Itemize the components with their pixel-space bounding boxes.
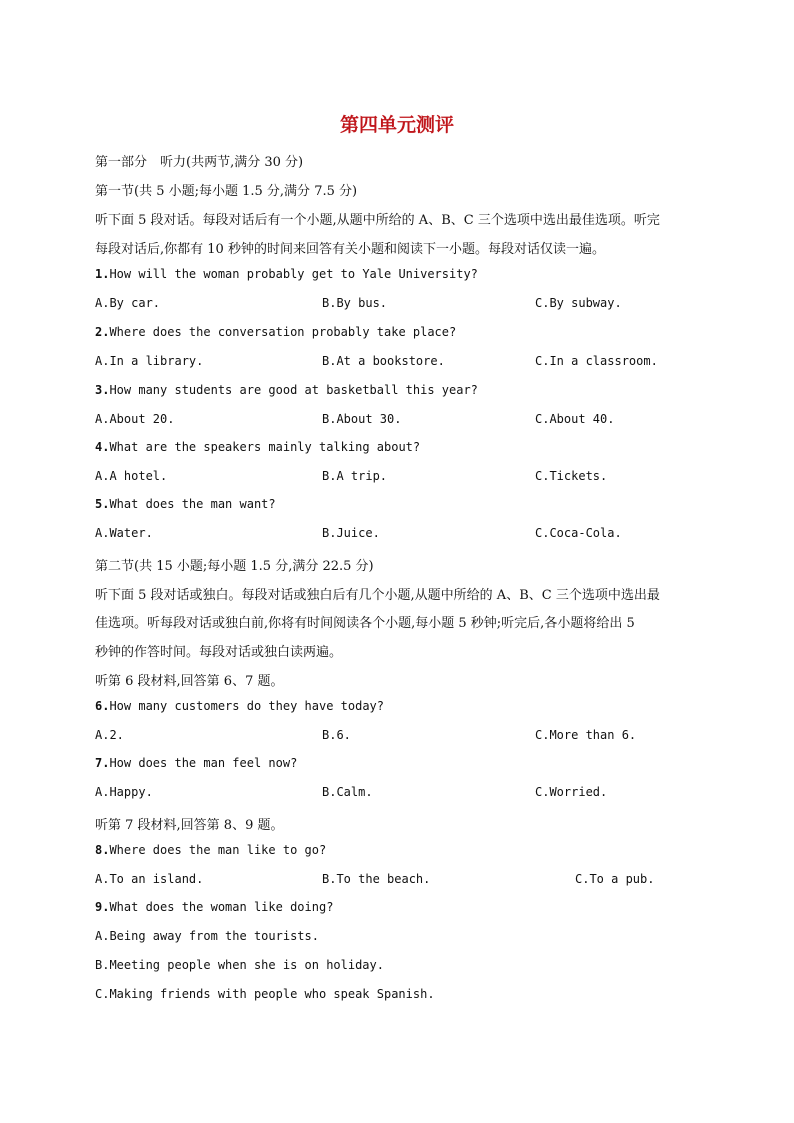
material-heading: 听第 7 段材料,回答第 8、9 题。	[95, 818, 284, 833]
question-text: Where does the conversation probably take place?	[109, 325, 457, 339]
question-text: Where does the man like to go?	[109, 843, 327, 857]
material-heading: 听第 6 段材料,回答第 6、7 题。	[95, 674, 284, 689]
question-text: What does the man want?	[109, 497, 276, 511]
question-number: 3.	[95, 383, 110, 397]
option-b: B.Calm.	[322, 785, 373, 799]
option-b: B.Meeting people when she is on holiday.	[95, 958, 384, 972]
option-a: A.Being away from the tourists.	[95, 929, 319, 943]
question-number: 2.	[95, 325, 110, 339]
option-a: A.About 20.	[95, 412, 175, 426]
option-c: C.Making friends with people who speak Spanish.	[95, 987, 435, 1001]
page-title: 第四单元测评	[339, 114, 454, 136]
section-heading: 第一节(共 5 小题;每小题 1.5 分,满分 7.5 分)	[95, 184, 358, 199]
option-b: B.At a bookstore.	[322, 354, 445, 368]
option-c: C.Coca-Cola.	[535, 526, 622, 540]
option-c: C.To a pub.	[575, 872, 655, 886]
question	[95, 843, 326, 857]
option-b: B.Juice.	[322, 526, 380, 540]
question	[95, 900, 333, 914]
section-heading: 第二节(共 15 小题;每小题 1.5 分,满分 22.5 分)	[95, 559, 374, 574]
question-number: 1.	[95, 267, 110, 281]
question	[95, 325, 456, 339]
option-c: C.More than 6.	[535, 728, 637, 742]
question	[95, 497, 276, 511]
question	[95, 699, 384, 713]
question-number: 9.	[95, 900, 110, 914]
option-b: B.6.	[322, 728, 351, 742]
instructions-line: 听下面 5 段对话。每段对话后有一个小题,从题中所给的 A、B、C 三个选项中选出最佳选项。听完	[95, 213, 660, 228]
part-heading: 第一部分 听力(共两节,满分 30 分)	[95, 155, 304, 170]
question-number: 8.	[95, 843, 110, 857]
question-number: 6.	[95, 699, 110, 713]
question-number: 7.	[95, 756, 110, 770]
instructions-line: 每段对话后,你都有 10 秒钟的时间来回答有关小题和阅读下一小题。每段对话仅读一遍。	[95, 242, 605, 257]
question	[95, 383, 478, 397]
option-a: A.2.	[95, 728, 124, 742]
option-c: C.By subway.	[535, 296, 622, 310]
question-text: How many customers do they have today?	[109, 699, 384, 713]
question-text: What does the woman like doing?	[109, 900, 334, 914]
option-a: A.A hotel.	[95, 469, 168, 483]
option-b: B.About 30.	[322, 412, 402, 426]
option-a: A.Happy.	[95, 785, 153, 799]
question	[95, 267, 478, 281]
question-text: How does the man feel now?	[109, 756, 298, 770]
option-a: A.By car.	[95, 296, 161, 310]
question	[95, 440, 420, 454]
option-a: A.To an island.	[95, 872, 204, 886]
instructions-line: 佳选项。听每段对话或独白前,你将有时间阅读各个小题,每小题 5 秒钟;听完后,各小题将给出 5	[95, 616, 635, 631]
question-number: 4.	[95, 440, 110, 454]
question-text: How many students are good at basketball this year?	[109, 383, 478, 397]
instructions-line: 秒钟的作答时间。每段对话或独白读两遍。	[95, 645, 343, 660]
instructions-line: 听下面 5 段对话或独白。每段对话或独白后有几个小题,从题中所给的 A、B、C 三个选项中选出最	[95, 588, 660, 603]
option-a: A.In a library.	[95, 354, 204, 368]
question-number: 5.	[95, 497, 110, 511]
option-c: C.About 40.	[535, 412, 615, 426]
option-b: B.By bus.	[322, 296, 388, 310]
option-c: C.Worried.	[535, 785, 608, 799]
question-text: What are the speakers mainly talking about?	[109, 440, 421, 454]
option-c: C.In a classroom.	[535, 354, 658, 368]
question	[95, 756, 297, 770]
question-text: How will the woman probably get to Yale University?	[109, 267, 478, 281]
option-c: C.Tickets.	[535, 469, 608, 483]
option-b: B.To the beach.	[322, 872, 431, 886]
option-b: B.A trip.	[322, 469, 388, 483]
option-a: A.Water.	[95, 526, 153, 540]
